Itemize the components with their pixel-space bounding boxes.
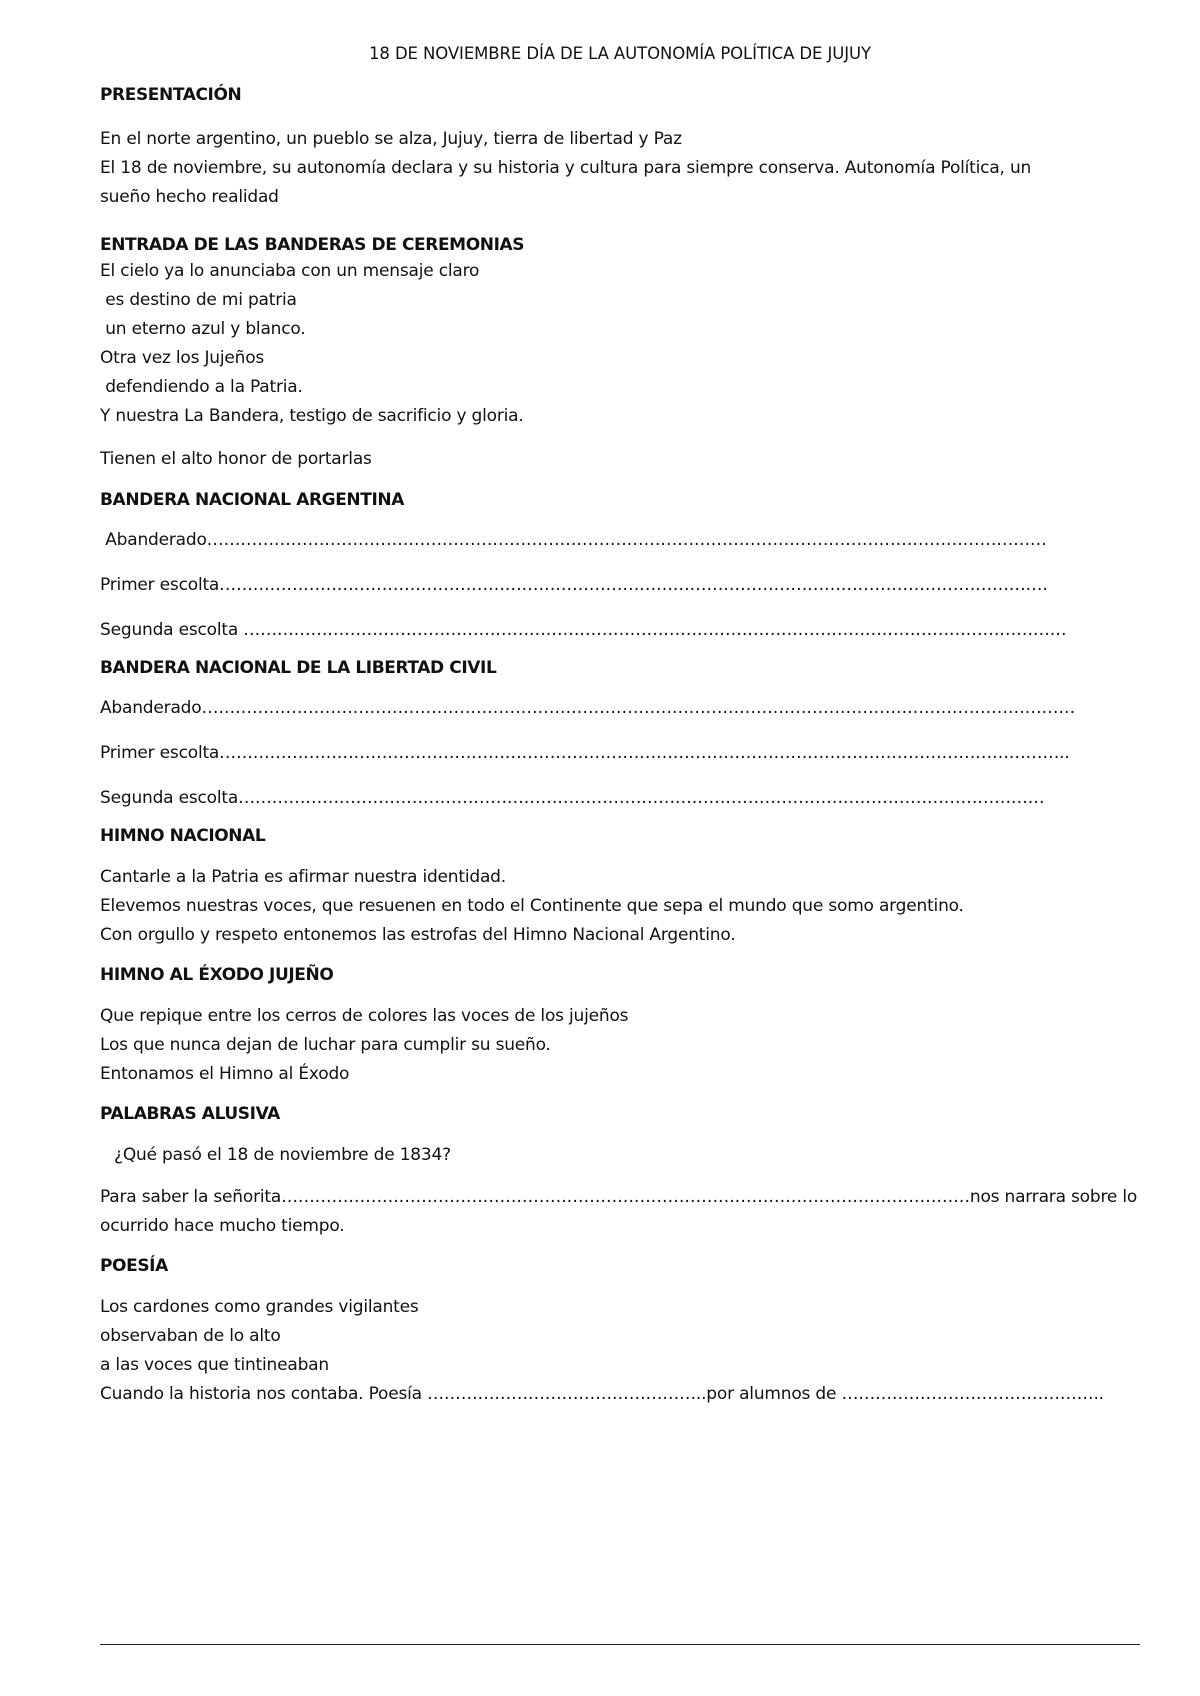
section-presentacion — [100, 85, 1140, 212]
presentacion-text — [100, 125, 1140, 212]
text-line: sueño hecho realidad — [100, 187, 279, 207]
text-line: Con orgullo y respeto entonemos las estrofas del Himno Nacional Argentino. — [100, 925, 736, 945]
section-poesia — [100, 1256, 1140, 1409]
verse-line: Otra vez los Jujeños — [100, 348, 265, 368]
heading-bandera-nacional: BANDERA NACIONAL ARGENTINA — [100, 490, 404, 510]
text-line: Entonamos el Himno al Éxodo — [100, 1064, 350, 1084]
footer-rule — [100, 1644, 1140, 1645]
section-bandera-libertad — [100, 658, 1140, 813]
text-line: Cantarle a la Patria es afirmar nuestra identidad. — [100, 867, 506, 887]
text-line: El 18 de noviembre, su autonomía declara y su historia y cultura para siempre conserva. Autonomía Política, un — [100, 158, 1032, 178]
text-line: Para saber la señorita……………………………………………………………………………………………………………nos narrara sobre lo — [100, 1187, 1138, 1207]
section-palabras-alusiva — [100, 1104, 1140, 1241]
primer-escolta-field: Primer escolta…………………………………………………………………………………………………………………………………….. — [100, 743, 1070, 763]
entrada-verse — [100, 257, 1140, 431]
segunda-escolta-field: Segunda escolta ………………………………………………………………………………………………………………………………… — [100, 620, 1067, 640]
primer-escolta-field: Primer escolta…………………………………………………………………………………………………………………………………. — [100, 575, 1048, 595]
heading-himno-nacional: HIMNO NACIONAL — [100, 826, 266, 846]
document-page — [100, 44, 1140, 1409]
verse-line: a las voces que tintineaban — [100, 1355, 329, 1375]
section-himno-exodo — [100, 965, 1140, 1089]
question-text: ¿Qué pasó el 18 de noviembre de 1834? — [114, 1145, 451, 1165]
verse-line: Los cardones como grandes vigilantes — [100, 1297, 419, 1317]
heading-poesia: POESÍA — [100, 1256, 168, 1276]
himno-exodo-text — [100, 1002, 1140, 1089]
verse-line: observaban de lo alto — [100, 1326, 281, 1346]
abanderado-field: Abanderado………………………………………………………………………………………………………………………………………… — [100, 698, 1076, 718]
verse-line: El cielo ya lo anunciaba con un mensaje claro — [100, 261, 480, 281]
honor-text: Tienen el alto honor de portarlas — [100, 449, 372, 469]
text-line: ocurrido hace mucho tiempo. — [100, 1216, 345, 1236]
narrar-text — [100, 1183, 1140, 1241]
heading-presentacion: PRESENTACIÓN — [100, 85, 242, 105]
document-title: 18 DE NOVIEMBRE DÍA DE LA AUTONOMÍA POLÍTICA DE JUJUY — [369, 44, 871, 63]
heading-himno-exodo: HIMNO AL ÉXODO JUJEÑO — [100, 965, 334, 985]
heading-palabras-alusiva: PALABRAS ALUSIVA — [100, 1104, 280, 1124]
section-bandera-nacional — [100, 490, 1140, 645]
heading-bandera-libertad: BANDERA NACIONAL DE LA LIBERTAD CIVIL — [100, 658, 497, 678]
verse-line: Y nuestra La Bandera, testigo de sacrificio y gloria. — [100, 406, 524, 426]
verse-line: es destino de mi patria — [100, 290, 297, 310]
poesia-verse — [100, 1293, 1140, 1409]
segunda-escolta-field: Segunda escolta……………………………………………………………………………………………………………………………… — [100, 788, 1045, 808]
text-line: En el norte argentino, un pueblo se alza, Jujuy, tierra de libertad y Paz — [100, 129, 682, 149]
section-entrada-banderas — [100, 235, 1140, 474]
verse-line: un eterno azul y blanco. — [100, 319, 306, 339]
text-line: Que repique entre los cerros de colores las voces de los jujeños — [100, 1006, 629, 1026]
heading-entrada-banderas: ENTRADA DE LAS BANDERAS DE CEREMONIAS — [100, 235, 525, 255]
section-himno-nacional — [100, 826, 1140, 950]
himno-nacional-text — [100, 863, 1140, 950]
abanderado-field: Abanderado…………………………………………………………………………………………………………………………………… — [100, 530, 1047, 550]
text-line: Los que nunca dejan de luchar para cumplir su sueño. — [100, 1035, 551, 1055]
text-line: Elevemos nuestras voces, que resuenen en todo el Continente que sepa el mundo que somo argentino. — [100, 896, 964, 916]
verse-line: defendiendo a la Patria. — [100, 377, 303, 397]
verse-line: Cuando la historia nos contaba. Poesía …………………………………………..por alumnos de ……………………………………….. — [100, 1384, 1104, 1404]
